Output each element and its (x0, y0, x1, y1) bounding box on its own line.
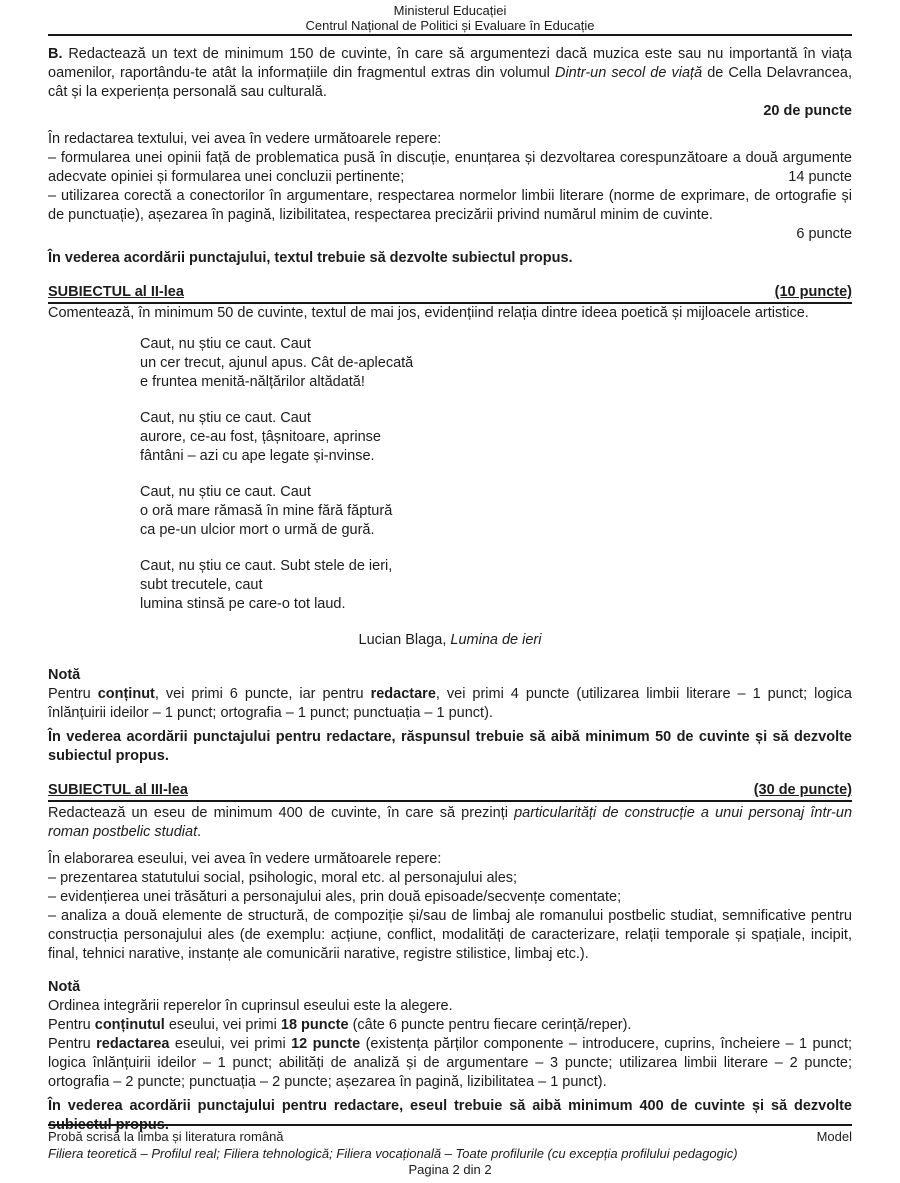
text-run: eseului, vei primi (164, 1017, 281, 1033)
footer-page-number: Pagina 2 din 2 (408, 1162, 492, 1177)
part-b-bullet-1 (48, 149, 852, 187)
text-run: Redactează un eseu de minimum 400 de cuvinte, în care să prezinți (48, 805, 515, 821)
subject-2-requirement: În vederea acordării punctajului pentru redactare, răspunsul trebuie să aibă minimum 50 de cuvinte și să dezvolte subiectul propus. (48, 729, 852, 764)
poem-attribution (48, 631, 852, 650)
part-b-paragraph (48, 45, 852, 102)
text-run: Pentru (48, 1036, 97, 1052)
subject-3-points: (30 de puncte) (753, 782, 852, 798)
poem-line: aurore, ce-au fost, țâșnitoare, aprinse (140, 429, 381, 445)
page-footer (48, 1124, 852, 1179)
part-b-points: 20 de puncte (763, 103, 852, 119)
center-name: Centrul Național de Politici și Evaluare în Educație (305, 18, 595, 33)
subject-2-prompt: Comentează, în minimum 50 de cuvinte, textul de mai jos, evidențiind relația dintre ideea poetică și mijloacele artistice. (48, 305, 809, 321)
part-b-intro: În redactarea textului, vei avea în vedere următoarele repere: (48, 131, 442, 147)
poem-line: o oră mare rămasă în mine fără făptură (140, 503, 393, 519)
text-run: Pentru (48, 1017, 95, 1033)
subject-2-heading (48, 283, 852, 304)
essay-topic: particularități de construcție a unui personaj într-un roman postbelic studiat (48, 805, 853, 840)
footer-model-label: Model (816, 1129, 852, 1144)
text-run: conținut (97, 686, 155, 702)
bullet-2-points: 6 puncte (796, 226, 852, 242)
text-run: , vei primi 4 puncte (utilizarea limbii literare – 1 punct; logica înlănțuirii ideilor – 1 punct; ortografia – 1 punct; punctuația – 1 punct). (48, 686, 852, 721)
part-b-bullet-2: – utilizarea corectă a conectorilor în argumentare, respectarea normelor limbii literare (norme de exprimare, de ortografie și de punctuație), așezarea în pagină, lizibilitatea, respectarea precizării privind numărul minim de cuvinte. (48, 188, 852, 223)
header-divider (48, 34, 852, 36)
subject-3-prompt (48, 804, 852, 842)
text-run: (câte 6 puncte pentru fiecare cerință/reper). (348, 1017, 632, 1033)
part-b-requirement: În vederea acordării punctajului, textul trebuie să dezvolte subiectul propus. (48, 250, 573, 266)
poem-line: un cer trecut, ajunul apus. Cât de-aplecată (140, 355, 414, 371)
subject-3-bullet-3: – analiza a două elemente de structură, de compoziție și/sau de limbaj ale romanului postbelic studiat, semnificative pentru construcția personajului ales (de exemplu: acțiune, conflict, modalități de caracterizare, relații temporale și spațiale, incipit, final, tehnici narative, instanțe ale comunicării narative, registre stilistice, limbaj etc.). (48, 908, 852, 962)
subject-2-note (48, 685, 852, 723)
poem (140, 335, 852, 614)
text-run: eseului, vei primi (169, 1036, 292, 1052)
document-header (48, 0, 852, 36)
text-run: (existența părților componente – introducere, cuprins, încheiere – 1 punct; logica înlănțuirii ideilor – 1 punct; abilități de analiză și de argumentare – 3 puncte; utilizarea limbii literare – 2 puncte; ortografia – 2 puncte; punctuația – 2 puncte; așezarea în pagină, lizibilitatea – 1 punct). (48, 1036, 853, 1090)
subject-3-bullet-2: – evidențierea unei trăsături a personajului ales, prin două episoade/secvențe comentate; (48, 889, 622, 905)
poem-line: Caut, nu știu ce caut. Subt stele de ieri, (140, 558, 393, 574)
text-run: – formularea unei opinii față de problematica pusă în discuție, enunțarea și dezvoltarea corespunzătoare a două argumente adecvate opiniei și formularea unei concluzii pertinente; (48, 150, 852, 185)
poem-title: Lumina de ieri (450, 632, 542, 648)
poem-line: ca pe-un ulcior mort o urmă de gură. (140, 522, 375, 538)
subject-3-note-title: Notă (48, 979, 81, 995)
poem-line: subt trecutele, caut (140, 577, 263, 593)
poem-line: Caut, nu știu ce caut. Caut (140, 336, 311, 352)
poem-stanza (140, 557, 852, 614)
subject-3-title: SUBIECTUL al III-lea (48, 782, 188, 798)
subject-3-bullet-1: – prezentarea statutului social, psihologic, moral etc. al personajului ales; (48, 870, 518, 886)
text-run: 12 puncte (291, 1036, 361, 1052)
subject-3-heading (48, 781, 852, 802)
text-run: Redactează un text de minimum 150 de cuvinte, în care să argumentezi dacă muzica este sau nu importantă în viața oamenilor, raportându-te atât la informațiile din fragmentul extras din volumul (48, 46, 852, 81)
poem-stanza (140, 335, 852, 392)
poem-stanza (140, 483, 852, 540)
text-run: redactarea (96, 1036, 170, 1052)
poem-line: Caut, nu știu ce caut. Caut (140, 484, 311, 500)
text-run: conținutul (94, 1017, 165, 1033)
subject-2-title: SUBIECTUL al II-lea (48, 284, 184, 300)
text-run: redactare (370, 686, 436, 702)
subject-3-intro: În elaborarea eseului, vei avea în vedere următoarele repere: (48, 851, 442, 867)
volume-title: Dintr-un secol de viață (554, 65, 703, 81)
part-b-label: B. (48, 46, 63, 62)
subject-3-requirement: În vederea acordării punctajului pentru redactare, eseul trebuie să aibă minimum 400 de cuvinte și să dezvolte subiectul propus. (48, 1098, 852, 1133)
subject-2-note-title: Notă (48, 667, 81, 683)
subject-3-note-line-3 (48, 1035, 852, 1092)
subject-2-points: (10 puncte) (774, 284, 852, 300)
text-run: 18 puncte (280, 1017, 349, 1033)
text-run: de Cella Delavrancea, cât și la experiența personală sau culturală. (48, 65, 852, 100)
ministry-name: Ministerul Educației (393, 3, 507, 18)
footer-track-info: Filiera teoretică – Profilul real; Filiera tehnologică; Filiera vocațională – Toate profilurile (cu excepția profilului pedagogic) (48, 1145, 738, 1161)
text-run: . (197, 824, 202, 840)
poem-stanza (140, 409, 852, 466)
text-run: , vei primi 6 puncte, iar pentru (154, 686, 371, 702)
poem-author: Lucian Blaga, (358, 632, 451, 648)
bullet-1-points: 14 puncte (788, 169, 852, 185)
poem-line: Caut, nu știu ce caut. Caut (140, 410, 311, 426)
subject-3-note-line-2 (48, 1016, 852, 1035)
text-run: Pentru (48, 686, 98, 702)
poem-line: fântâni – azi cu ape legate și-nvinse. (140, 448, 375, 464)
poem-line: lumina stinsă pe care-o tot laud. (140, 596, 346, 612)
poem-line: e fruntea menită-nălțărilor altădată! (140, 374, 365, 390)
footer-row (48, 1129, 852, 1146)
subject-3-note-line-1: Ordinea integrării reperelor în cuprinsul eseului este la alegere. (48, 998, 453, 1014)
footer-exam-name: Probă scrisă la limba și literatura română (48, 1129, 284, 1144)
